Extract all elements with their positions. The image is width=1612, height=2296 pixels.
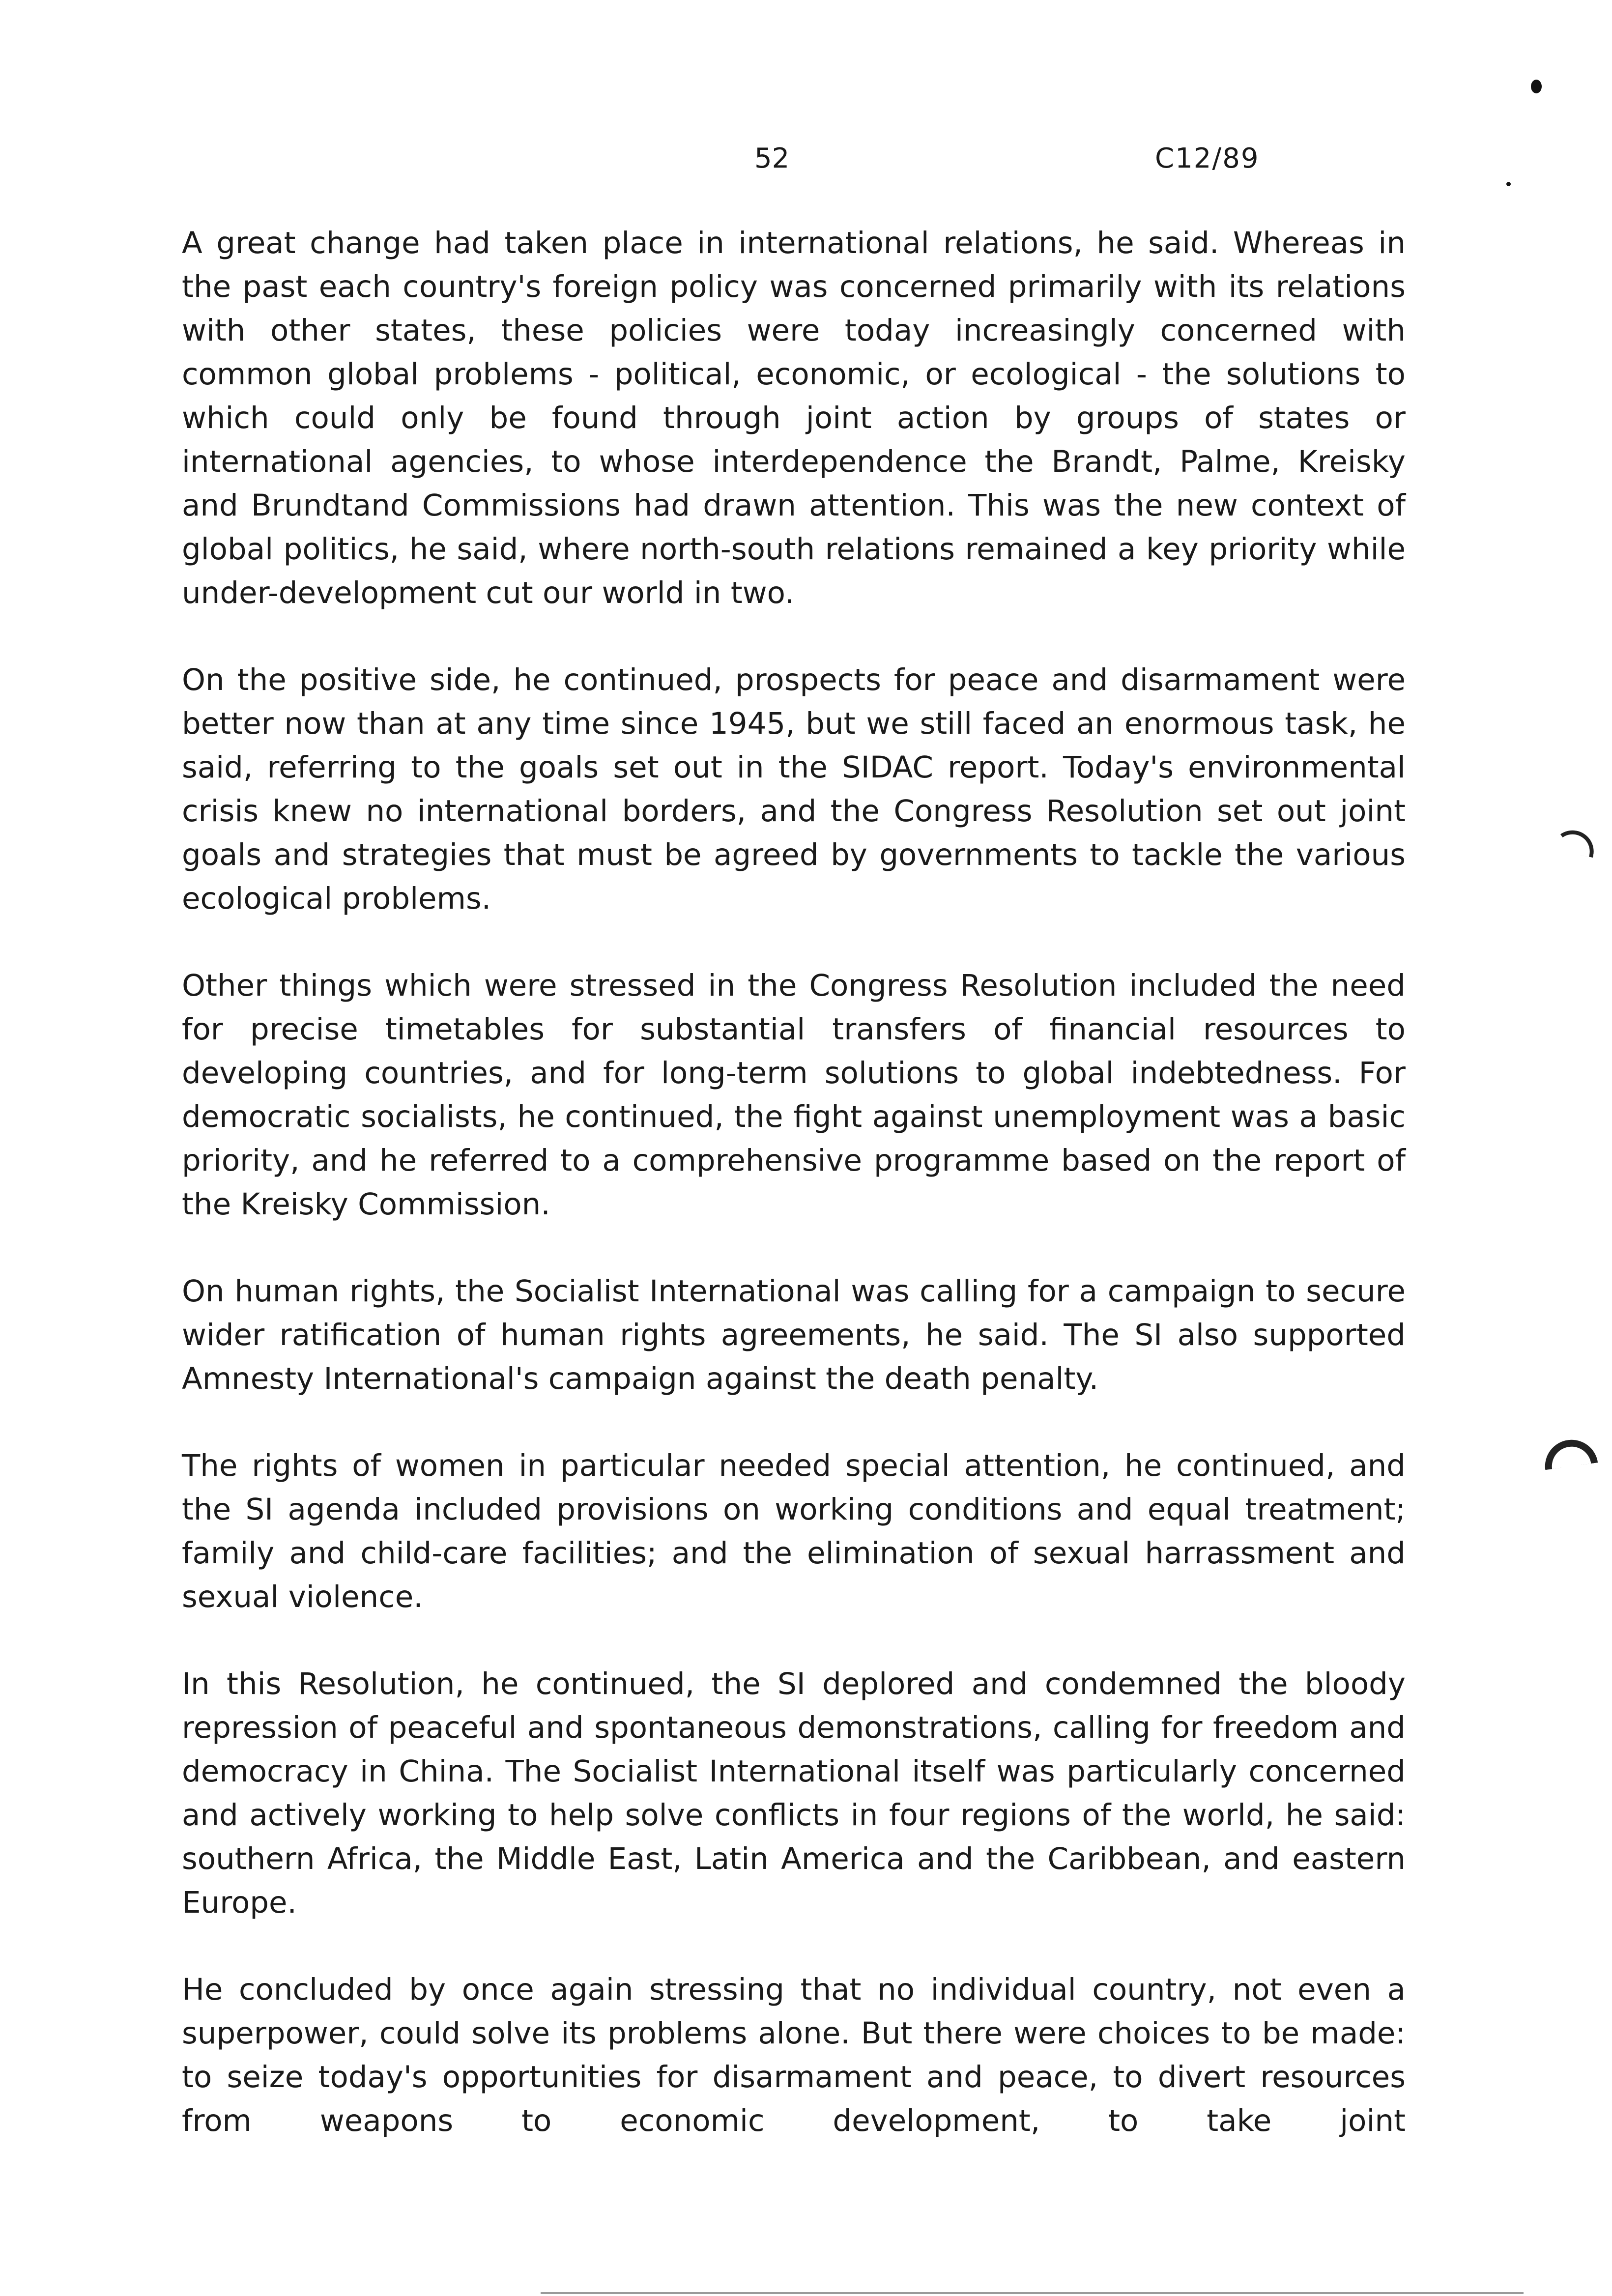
paragraph-financial-resources: Other things which were stressed in the Congress Resolution included the need for precise timetables for substantial transfers of financial resources to developing countries, and for long-term solutions to global indebtedness. For democratic socialists, he continued, the fight against unemployment was a basic priority, and he referred to a comprehensive programme based on the report of the Kreisky Commission. bbox=[182, 968, 1406, 1222]
page-number: 52 bbox=[754, 143, 790, 174]
paragraph-peace-disarmament: On the positive side, he continued, prospects for peace and disarmament were better now than at any time since 1945, but we still faced an enormous task, he said, referring to the goals set out in the SIDAC report. Today's environmental crisis knew no international borders, and the Congress Resolution set out joint goals and strategies that must be agreed by governments to tackle the various ecological problems. bbox=[182, 662, 1406, 916]
page-edge-line bbox=[541, 2292, 1524, 2294]
page-header bbox=[0, 143, 1612, 187]
body-text bbox=[182, 221, 1406, 2143]
staple-hole-mark-2 bbox=[1542, 1436, 1598, 1470]
scan-dot-mark bbox=[1531, 80, 1542, 93]
paragraph-rights-of-women: The rights of women in particular needed special attention, he continued, and the SI agenda included provisions on working conditions and equal treatment; family and child-care facilities; and the elimination of sexual harrassment and sexual violence. bbox=[182, 1448, 1406, 1614]
scan-speck-mark bbox=[1506, 182, 1511, 186]
paragraph-conclusion: He concluded by once again stressing that no individual country, not even a superpower, could solve its problems alone. But there were choices to be made: to seize today's opportunities for disarmament and peace, to divert resources from weapons to economic development, to take joint bbox=[182, 1972, 1406, 2138]
paragraph-china-resolution: In this Resolution, he continued, the SI deplored and condemned the bloody repression of peaceful and spontaneous demonstrations, calling for freedom and democracy in China. The Socialist International itself was particularly concerned and actively working to help solve conflicts in four regions of the world, he said: southern Africa, the Middle East, Latin America and the Caribbean, and eastern Europe. bbox=[182, 1666, 1406, 1920]
document-reference: C12/89 bbox=[1155, 143, 1260, 174]
paragraph-human-rights: On human rights, the Socialist International was calling for a campaign to secure wider ratification of human rights agreements, he said. The SI also supported Amnesty International's campaign against the death penalty. bbox=[182, 1274, 1406, 1396]
staple-hole-mark bbox=[1551, 827, 1597, 858]
paragraph-global-problems: A great change had taken place in international relations, he said. Whereas in the past each country's foreign policy was concerned primarily with its relations with other states, these policies were today increasingly concerned with common global problems - political, economic, or ecological - the solutions to which could only be found through joint action by groups of states or international agencies, to whose interdependence the Brandt, Palme, Kreisky and Brundtand Commissions had drawn attention. This was the new context of global politics, he said, where north-south relations remained a key priority while under-development cut our world in two. bbox=[182, 226, 1406, 610]
